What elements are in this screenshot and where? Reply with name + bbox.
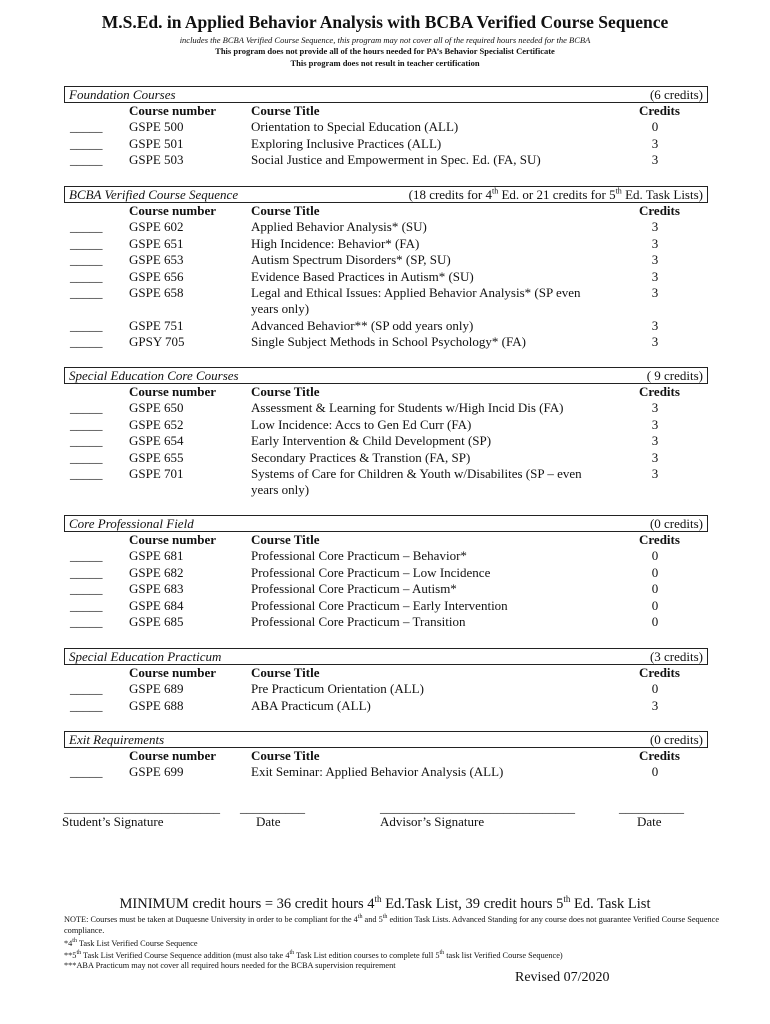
course-number: GSPE 658 [129,284,184,300]
course-title: Professional Core Practicum – Behavior* [251,548,467,564]
course-row [64,581,708,597]
completion-blank[interactable]: _____ [70,465,103,481]
column-header-credits: Credits [639,384,680,399]
course-title: Single Subject Methods in School Psychology* (FA) [251,334,526,350]
course-title: Low Incidence: Accs to Gen Ed Curr (FA) [251,416,472,432]
column-header-credits: Credits [639,103,680,118]
section-header [64,86,708,103]
ordinal-superscript: th [492,186,499,196]
course-number: GSPE 699 [129,764,184,780]
section-header [64,515,708,532]
course-row [64,698,708,714]
course-credits: 3 [651,433,659,449]
ordinal-superscript: th [563,894,571,904]
section-credits: (18 credits for 4th Ed. or 21 credits for 5th Ed. Task Lists) [408,186,703,202]
course-number: GSPE 653 [129,252,184,268]
course-number: GSPE 681 [129,548,184,564]
course-number: GSPE 602 [129,219,184,235]
section-name: Core Professional Field [69,516,194,531]
course-title: Professional Core Practicum – Autism* [251,581,457,597]
course-row [64,466,708,499]
course-number: GSPE 651 [129,235,184,251]
section-5 [64,731,708,781]
course-credits: 0 [651,548,659,564]
course-title: Exit Seminar: Applied Behavior Analysis (ALL) [251,764,504,780]
section-credits: (0 credits) [649,732,703,747]
course-row [64,269,708,285]
course-number: GSPE 501 [129,135,184,151]
course-credits: 3 [651,152,659,168]
course-title: High Incidence: Behavior* (FA) [251,235,420,251]
course-number: GSPE 751 [129,317,184,333]
course-title: Legal and Ethical Issues: Applied Behavior Analysis* (SP even years only) [251,284,581,317]
course-credits: 3 [651,219,659,235]
completion-blank[interactable]: _____ [70,268,103,284]
course-row [64,450,708,466]
course-title: Professional Core Practicum – Early Intervention [251,597,508,613]
course-credits: 0 [651,597,659,613]
course-row [64,136,708,152]
ordinal-superscript: th [374,894,382,904]
course-row [64,119,708,135]
section-name: Special Education Core Courses [69,368,239,383]
completion-blank[interactable]: _____ [70,564,103,580]
course-title: Evidence Based Practices in Autism* (SU) [251,268,474,284]
course-title: Applied Behavior Analysis* (SU) [251,219,427,235]
column-header-title: Course Title [251,103,320,118]
page-title: M.S.Ed. in Applied Behavior Analysis with BCBA Verified Course Sequence [101,12,669,32]
course-title: Exploring Inclusive Practices (ALL) [251,135,442,151]
column-header-title: Course Title [251,203,320,218]
column-header-row [64,665,708,681]
column-header-title: Course Title [251,748,320,763]
ordinal-superscript: th [289,950,295,956]
completion-blank[interactable]: _____ [70,433,103,449]
course-row [64,417,708,433]
course-title: Early Intervention & Child Development (SP) [251,433,492,449]
column-header-number: Course number [129,384,217,399]
course-row [64,598,708,614]
ordinal-superscript: th [382,914,388,920]
date-label: Date [256,814,281,829]
column-header-credits: Credits [639,532,680,547]
course-credits: 3 [651,416,659,432]
completion-blank[interactable]: _____ [70,219,103,235]
section-header [64,367,708,384]
course-credits: 0 [651,581,659,597]
course-row [64,614,708,630]
completion-blank[interactable]: _____ [70,400,103,416]
course-row [64,681,708,697]
ordinal-superscript: th [357,914,363,920]
course-credits: 3 [651,697,659,713]
course-row [64,548,708,564]
course-number: GSPE 652 [129,416,184,432]
completion-blank[interactable]: _____ [70,697,103,713]
course-row [64,400,708,416]
ordinal-superscript: th [615,186,622,196]
completion-blank[interactable]: _____ [70,581,103,597]
page-subtitle: includes the BCBA Verified Course Sequence, this program may not cover all of the required hours needed for the BCBA [179,35,591,45]
course-row [64,152,708,168]
course-title: ABA Practicum (ALL) [251,697,371,713]
course-credits: 3 [651,317,659,333]
completion-blank[interactable]: _____ [70,681,103,697]
course-number: GSPE 688 [129,697,184,713]
course-number: GSPE 685 [129,613,184,629]
column-header-title: Course Title [251,384,320,399]
course-title: Social Justice and Empowerment in Spec. Ed. (FA, SU) [251,152,541,168]
course-number: GSPE 683 [129,581,184,597]
column-header-row [64,103,708,119]
course-title: Assessment & Learning for Students w/High Incid Dis (FA) [251,400,564,416]
course-credits: 0 [651,119,659,135]
section-credits: ( 9 credits) [646,368,703,383]
completion-blank[interactable]: _____ [70,152,103,168]
course-credits: 3 [651,135,659,151]
note-duquesne: NOTE: Courses must be taken at Duquesne University in order to be compliant for the 4th and 5th edition Task Lists. Advanced Standing for any course does not guarantee Verified Course Sequence compliance. [64,914,720,936]
completion-blank[interactable]: _____ [70,317,103,333]
notice-teacher-certification: This program does not result in teacher certification [290,58,480,68]
course-title: Secondary Practices & Transtion (FA, SP) [251,449,471,465]
column-header-title: Course Title [251,532,320,547]
section-4 [64,648,708,714]
completion-blank[interactable]: _____ [70,613,103,629]
course-credits: 0 [651,564,659,580]
course-number: GSPE 701 [129,465,184,481]
course-credits: 3 [651,284,659,300]
course-title: Professional Core Practicum – Low Incidence [251,564,491,580]
course-credits: 3 [651,235,659,251]
column-header-credits: Credits [639,203,680,218]
course-title: Advanced Behavior** (SP odd years only) [251,317,474,333]
note-4th-task-list: *4th Task List Verified Course Sequence [64,938,198,948]
ordinal-superscript: th [439,950,445,956]
course-title: Pre Practicum Orientation (ALL) [251,681,424,697]
course-credits: 3 [651,465,659,481]
completion-blank[interactable]: _____ [70,284,103,300]
course-number: GSPE 503 [129,152,184,168]
column-header-number: Course number [129,748,217,763]
section-0 [64,86,708,169]
ordinal-superscript: th [76,950,82,956]
section-header [64,186,708,203]
note-aba-practicum: ***ABA Practicum may not cover all required hours needed for the BCBA supervision requirement [64,961,396,970]
advisor-signature-label: Advisor’s Signature [380,814,485,829]
signature-line-date: __________ [240,800,305,815]
notice-behavior-specialist: This program does not provide all of the hours needed for PA’s Behavior Specialist Certificate [215,46,555,56]
course-row [64,433,708,449]
course-row [64,318,708,334]
course-row [64,334,708,350]
completion-blank[interactable]: _____ [70,252,103,268]
course-credits: 0 [651,613,659,629]
course-number: GSPE 656 [129,268,184,284]
column-header-row [64,384,708,400]
minimum-credit-hours: MINIMUM credit hours = 36 credit hours 4th Ed.Task List, 39 credit hours 5th Ed. Task List [119,894,651,912]
ordinal-superscript: th [72,938,77,944]
course-credits: 3 [651,334,659,350]
note-5th-task-list: **5th Task List Verified Course Sequence addition (must also take 4th Task List edition courses to complete full 5th task list Verified Course Sequence) [64,950,563,960]
course-number: GSPE 650 [129,400,184,416]
course-credits: 3 [651,268,659,284]
course-number: GSPE 500 [129,119,184,135]
course-credits: 3 [651,449,659,465]
completion-blank[interactable]: _____ [70,135,103,151]
course-number: GSPE 682 [129,564,184,580]
course-number: GSPE 654 [129,433,184,449]
completion-blank[interactable]: _____ [70,119,103,135]
column-header-credits: Credits [639,665,680,680]
completion-blank[interactable]: _____ [70,597,103,613]
course-title: Orientation to Special Education (ALL) [251,119,459,135]
course-row [64,252,708,268]
section-3 [64,515,708,630]
course-row [64,764,708,780]
course-title: Professional Core Practicum – Transition [251,613,466,629]
completion-blank[interactable]: _____ [70,764,103,780]
course-credits: 3 [651,400,659,416]
signature-line-advisor: ______________________________ [380,800,575,815]
advisor-date-label: Date [637,814,662,829]
course-row [64,236,708,252]
section-header [64,648,708,665]
course-row [64,285,708,318]
course-title: Systems of Care for Children & Youth w/Disabilites (SP – even years only) [251,465,582,498]
course-number: GSPE 684 [129,597,184,613]
course-credits: 0 [651,681,659,697]
course-credits: 3 [651,252,659,268]
section-credits: (3 credits) [649,649,703,664]
student-signature-label: Student’s Signature [62,814,164,829]
section-name: BCBA Verified Course Sequence [69,187,239,202]
course-number: GSPE 655 [129,449,184,465]
completion-blank[interactable]: _____ [70,334,103,350]
signature-line-student: ________________________ [64,800,220,815]
signature-line-advisor-date: __________ [619,800,684,815]
column-header-number: Course number [129,532,217,547]
course-number: GPSY 705 [129,334,185,350]
course-row [64,565,708,581]
column-header-row [64,748,708,764]
column-header-number: Course number [129,203,217,218]
course-title: Autism Spectrum Disorders* (SP, SU) [251,252,451,268]
course-credits: 0 [651,764,659,780]
column-header-number: Course number [129,665,217,680]
column-header-row [64,203,708,219]
section-credits: (0 credits) [649,516,703,531]
completion-blank[interactable]: _____ [70,449,103,465]
column-header-number: Course number [129,103,217,118]
column-header-title: Course Title [251,665,320,680]
column-header-row [64,532,708,548]
section-header [64,731,708,748]
completion-blank[interactable]: _____ [70,416,103,432]
section-2 [64,367,708,499]
course-row [64,219,708,235]
section-1 [64,186,708,351]
revised-date: Revised 07/2020 [515,970,610,985]
completion-blank[interactable]: _____ [70,235,103,251]
course-number: GSPE 689 [129,681,184,697]
section-name: Exit Requirements [69,732,165,747]
section-name: Foundation Courses [69,87,176,102]
completion-blank[interactable]: _____ [70,548,103,564]
column-header-credits: Credits [639,748,680,763]
section-credits: (6 credits) [649,87,703,102]
section-name: Special Education Practicum [69,649,222,664]
